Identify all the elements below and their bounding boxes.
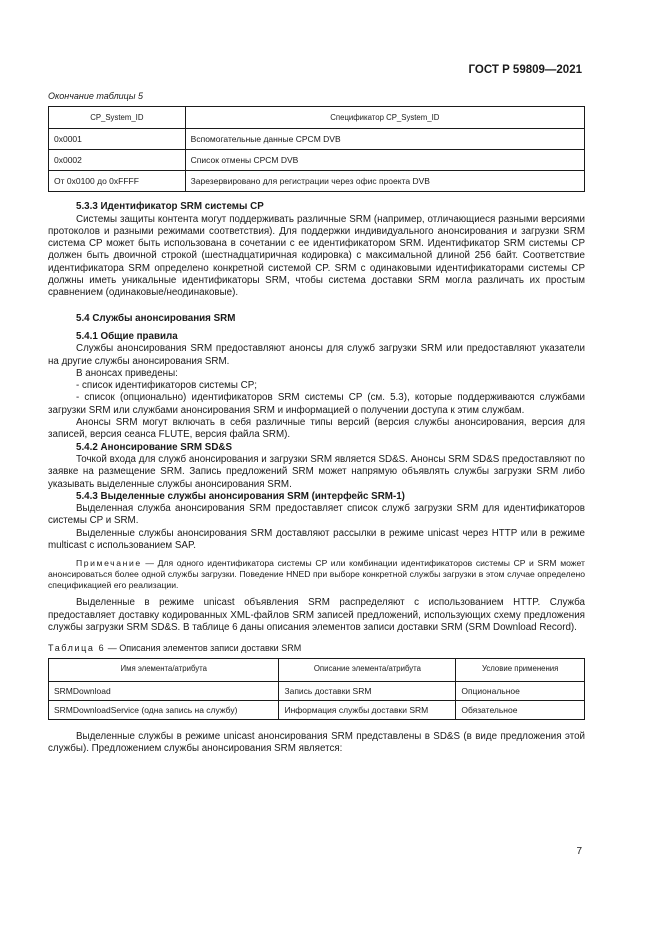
table6-caption-label: Таблица 6 [48,643,106,654]
table5-header-row [49,107,585,129]
table5-cell-id: 0x0001 [49,129,186,150]
section-543-paragraph: Выделенные службы анонсирования SRM доставляют рассылки в режиме unicast через HTTP или в режиме multicast с использованием SAP. [48,527,585,552]
table6-col-desc: Описание элемента/атрибута [279,658,456,681]
list-item: - список (опционально) идентификаторов SRM системы CP (см. 5.3), которые поддерживаются службами загрузки SRM или службами анонсирования SRM и информацией о получении доступа к этим службам. [48,392,585,416]
table5-col-id: CP_System_ID [49,107,186,129]
table-row [49,700,585,719]
page-content [48,90,585,756]
list-item: - список идентификаторов системы CP; [76,380,257,392]
table6-cell-name: SRMDownloadService (одна запись на службу) [49,700,279,719]
closing-paragraph: Выделенные службы в режиме unicast анонсирования SRM представлены в SD&S (в виде предложения этой службы). Предложением службы анонсирования SRM является: [48,731,585,755]
page-number: 7 [576,846,582,857]
section-543-heading: 5.4.3 Выделенные службы анонсирования SRM (интерфейс SRM-1) [76,490,405,502]
table6-col-name: Имя элемента/атрибута [49,658,279,681]
table5-cell-spec: Зарезервировано для регистрации через офис проекта DVB [185,171,584,192]
table6-cell-desc: Информация службы доставки SRM [279,700,456,719]
table6-caption [48,642,585,654]
table6-col-cond: Условие применения [456,658,585,681]
table5-cell-id: От 0x0100 до 0xFFFF [49,171,186,192]
table6-cell-cond: Опциональное [456,681,585,700]
table5-cell-id: 0x0002 [49,150,186,171]
table6-caption-text: — Описания элементов записи доставки SRM [105,643,302,654]
note-text: — Для одного идентификатора системы CP или комбинации идентификаторов системы CP и SRM может анонсироваться более одной службы загрузки. Поведение HNED при выборе конкретной службы загрузки в этом случае определено спецификацией его реализации. [48,558,585,591]
table5-cell-spec: Вспомогательные данные CPCM DVB [185,129,584,150]
section-543-paragraph: Выделенная служба анонсирования SRM предоставляет список служб загрузки SRM для идентификаторов системы CP и SRM. [48,503,585,527]
table6 [48,658,585,721]
table5-col-spec: Спецификатор CP_System_ID [185,107,584,129]
table5-caption: Окончание таблицы 5 [48,91,143,101]
note-label: Примечание [76,558,142,569]
table6-header-row [49,658,585,681]
section-541-paragraph: В анонсах приведены: [76,367,178,379]
table-row [49,681,585,700]
section-533-paragraph: Системы защиты контента могут поддерживать различные SRM (например, отличающиеся разными версиями протоколов и разными режимами соответствия). Для поддержки индивидуального анонсирования и загрузки SRM система CP может быть использована в сочетании с ее идентификатором SRM. Идентификатор SRM системы CP должен быть двоичной строкой (шестнадцатиричная кодировка) с максимальной длиной 256 байт. Соответствие идентификатора SRM определено конкретной системой CP. SRM с одинаковыми идентификаторами системы CP должны иметь уникальные идентификаторы SRM, чтобы система доставки SRM могла различать их простым сравнением (одинаковые/неодинаковые). [48,213,585,299]
table6-cell-desc: Запись доставки SRM [279,681,456,700]
table-row [49,150,585,171]
section-542-paragraph: Точкой входа для служб анонсирования и загрузки SRM является SD&S. Анонсы SRM SD&S предоставляют по заявке на размещение SRM. Запись предложений SRM может напрямую объявлять службы загрузки SRM либо указывать выделенные службы анонсирования SRM. [48,453,585,490]
section-533-heading: 5.3.3 Идентификатор SRM системы CP [76,201,264,213]
section-541-paragraph: Службы анонсирования SRM предоставляют анонсы для служб загрузки SRM или предоставляют указатели на другие службы анонсирования SRM. [48,343,585,367]
section-541-heading: 5.4.1 Общие правила [76,330,178,342]
note [48,558,585,591]
section-54-heading: 5.4 Службы анонсирования SRM [76,312,236,324]
table-row [49,129,585,150]
table-row [49,171,585,192]
table5 [48,106,585,192]
section-543-paragraph: Выделенные в режиме unicast объявления SRM распределяют с использованием HTTP. Служба предоставляет доставку кодированных XML-файлов SRM записей предложений, использующих схему предложения службы загрузки SRM SD&S. В таблице 6 даны описания элементов записи доставки SRM (SRM Download Record). [48,597,585,633]
document-id: ГОСТ Р 59809—2021 [468,64,582,76]
table5-cell-spec: Список отмены CPCM DVB [185,150,584,171]
table6-cell-name: SRMDownload [49,681,279,700]
section-542-heading: 5.4.2 Анонсирование SRM SD&S [76,441,233,453]
table6-cell-cond: Обязательное [456,700,585,719]
section-541-paragraph: Анонсы SRM могут включать в себя различные типы версий (версия службы анонсирования, версия для записей, версия сеанса FLUTE, версия файла SRM). [48,417,585,441]
